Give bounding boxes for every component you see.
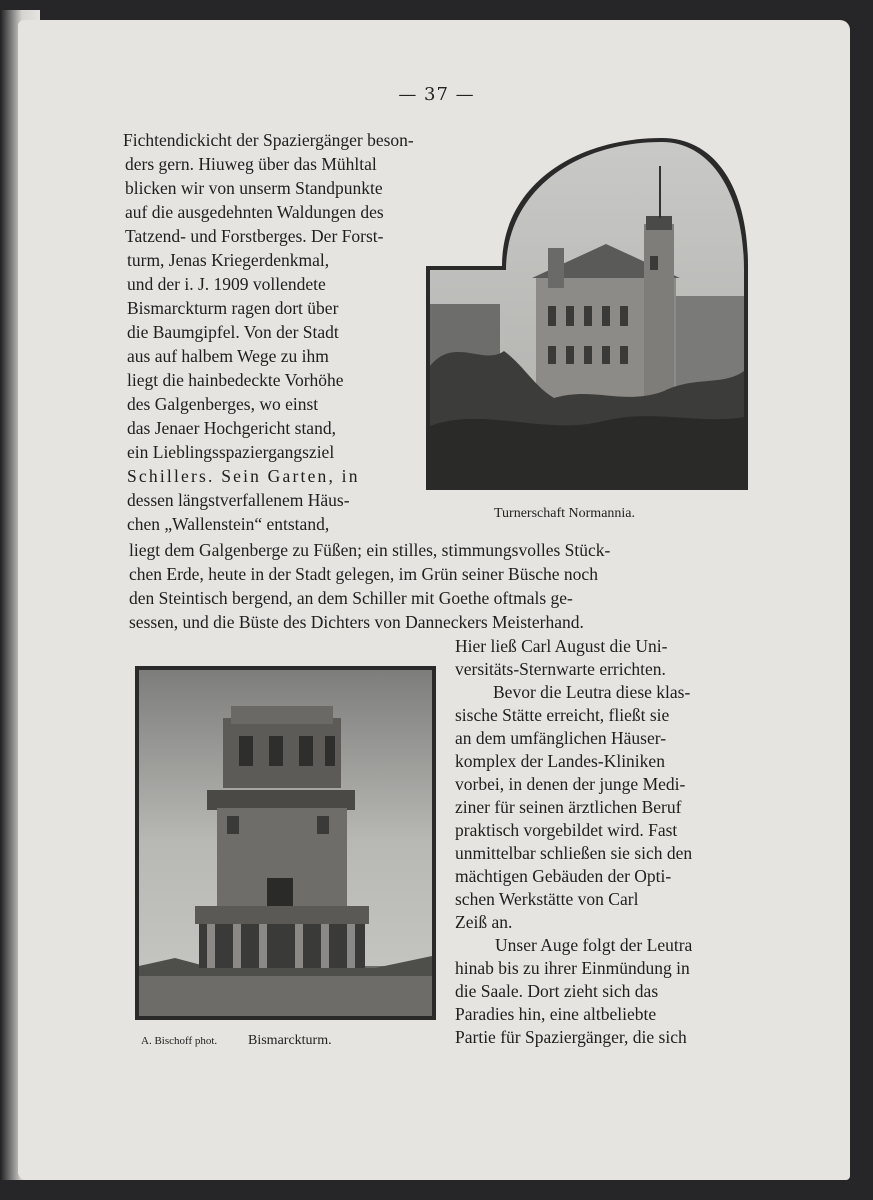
text-line: liegt dem Galgenberge zu Füßen; ein stilles, stimmungsvolles Stück- (129, 540, 611, 560)
photo-turnerschaft-normannia (424, 136, 750, 492)
text-line: mächtigen Gebäuden der Opti- (455, 866, 672, 886)
text-line: unmittelbar schließen sie sich den (455, 843, 693, 863)
text-line: ders gern. Hiuweg über das Mühltal (125, 154, 377, 174)
text-line: Bismarckturm ragen dort über (127, 298, 339, 318)
text-line: hinab bis zu ihrer Einmündung in (455, 958, 690, 978)
text-line: dessen längstverfallenem Häus- (127, 490, 350, 510)
text-line: die Saale. Dort zieht sich das (455, 981, 659, 1001)
text-line: Zeiß an. (455, 912, 513, 932)
text-line: versitäts-Sternwarte errichten. (455, 659, 666, 679)
text-line: Schillers. Sein Garten, in (127, 466, 360, 486)
text-line: sessen, und die Büste des Dichters von Danneckers Meisterhand. (129, 612, 584, 632)
text-line: schen Werkstätte von Carl (455, 889, 639, 909)
text-line: an dem umfänglichen Häuser- (455, 728, 667, 748)
text-line: liegt die hainbedeckte Vorhöhe (127, 370, 344, 390)
text-line: turm, Jenas Kriegerdenkmal, (127, 250, 330, 270)
text-line: chen Erde, heute in der Stadt gelegen, im Grün seiner Büsche noch (129, 564, 598, 584)
text-line: den Steintisch bergend, an dem Schiller mit Goethe oftmals ge- (129, 588, 573, 608)
caption-top-photo: Turnerschaft Normannia. (494, 506, 636, 521)
text-line: ziner für seinen ärztlichen Beruf (455, 797, 682, 817)
photo-bismarckturm (135, 666, 436, 1020)
text-line: Partie für Spaziergänger, die sich (455, 1027, 687, 1047)
text-line: die Baumgipfel. Von der Stadt (127, 322, 339, 342)
text-line: blicken wir von unserm Standpunkte (125, 178, 383, 198)
caption-bottom-photo: Bismarckturm. (248, 1033, 332, 1048)
text-line: und der i. J. 1909 vollendete (127, 274, 326, 294)
text-line: Unser Auge folgt der Leutra (495, 935, 693, 955)
photo-credit: A. Bischoff phot. (141, 1035, 218, 1047)
text-line: praktisch vorgebildet wird. Fast (455, 820, 678, 840)
text-line: vorbei, in denen der junge Medi- (455, 774, 686, 794)
text-line: Hier ließ Carl August die Uni- (455, 636, 668, 656)
text-line: komplex der Landes-Kliniken (455, 751, 665, 771)
text-line: sische Stätte erreicht, fließt sie (455, 705, 670, 725)
text-line: Fichtendickicht der Spaziergänger beson- (123, 130, 414, 150)
text-line: aus auf halbem Wege zu ihm (127, 346, 329, 366)
text-line: Tatzend- und Forstberges. Der Forst- (125, 226, 384, 246)
text-line: auf die ausgedehnten Waldungen des (125, 202, 384, 222)
text-line: des Galgenberges, wo einst (127, 394, 319, 414)
text-line: ein Lieblingsspaziergangsziel (127, 442, 335, 462)
text-line: das Jenaer Hochgericht stand, (127, 418, 336, 438)
page-number: — 37 — (398, 84, 475, 105)
text-line: Bevor die Leutra diese klas- (493, 682, 691, 702)
text-line: chen „Wallenstein“ entstand, (127, 514, 330, 534)
text-line: Paradies hin, eine altbeliebte (455, 1004, 657, 1024)
